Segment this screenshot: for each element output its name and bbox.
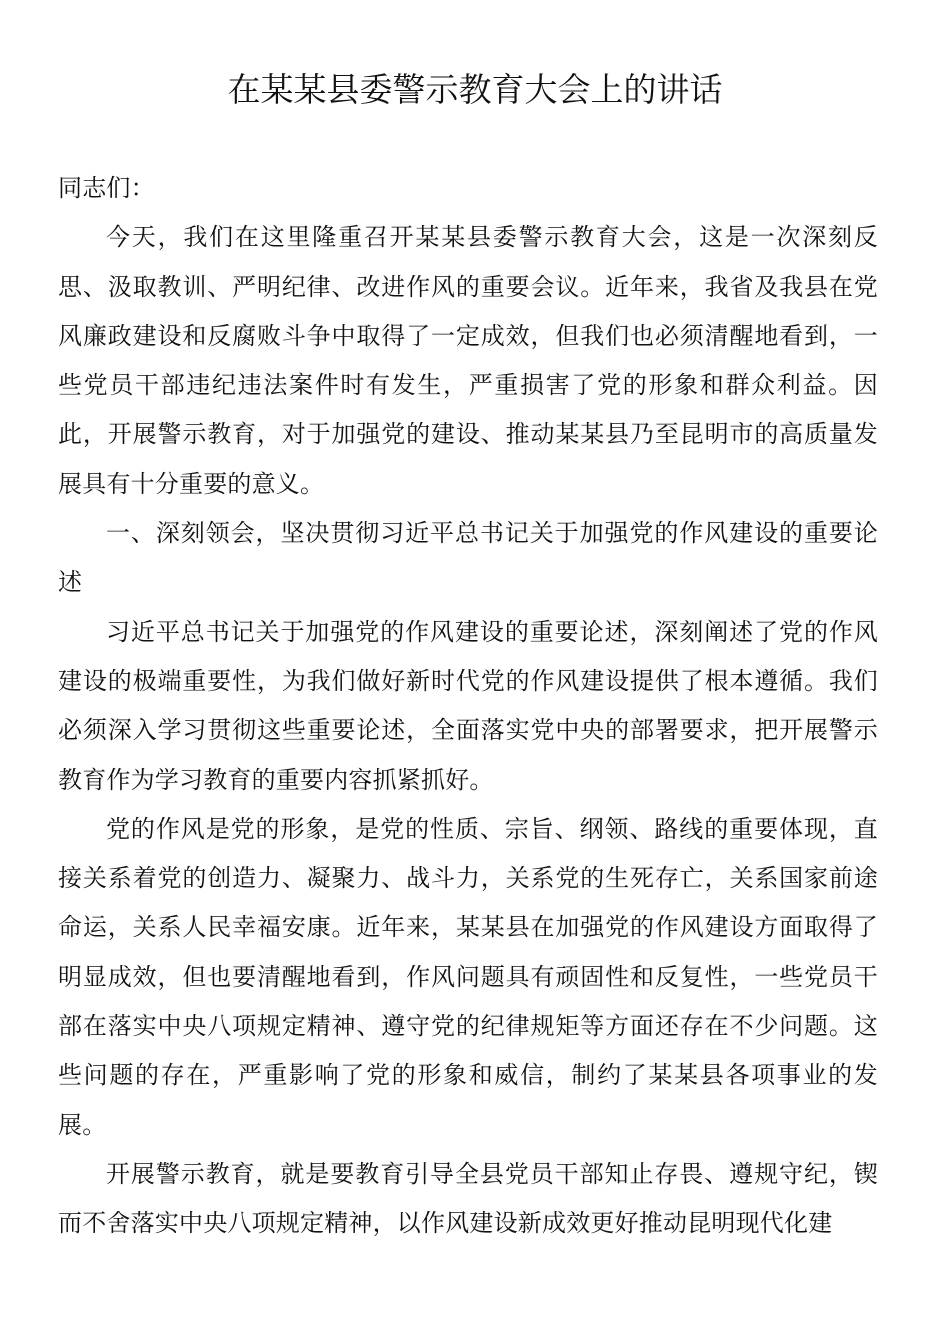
- paragraph-body: 习近平总书记关于加强党的作风建设的重要论述，深刻阐述了党的作风建设的极端重要性，为我们做好新时代党的作风建设提供了根本遵循。我们必须深入学习贯彻这些重要论述，全面落实党中央的部署要求，把开展警示教育作为学习教育的重要内容抓紧抓好。: [58, 617, 878, 794]
- paragraph-opening: 今天，我们在这里隆重召开某某县委警示教育大会，这是一次深刻反思、汲取教训、严明纪律、改进作风的重要会议。近年来，我省及我县在党风廉政建设和反腐败斗争中取得了一定成效，但我们也必须清醒地看到，一些党员干部违纪违法案件时有发生，严重损害了党的形象和群众利益。因此，开展警示教育，对于加强党的建设、推动某某县乃至昆明市的高质量发展具有十分重要的意义。: [58, 223, 878, 498]
- document-title: 在某某县委警示教育大会上的讲话: [227, 70, 723, 109]
- paragraph-body: 开展警示教育，就是要教育引导全县党员干部知止存畏、遵规守纪，锲而不舍落实中央八项规定精神，以作风建设新成效更好推动昆明现代化建: [58, 1159, 878, 1238]
- document-body: [58, 164, 878, 1249]
- section-heading-1: 一、深刻领会，坚决贯彻习近平总书记关于加强党的作风建设的重要论述: [58, 519, 878, 597]
- salutation: 同志们：: [58, 174, 155, 202]
- paragraph-body: 党的作风是党的形象，是党的性质、宗旨、纲领、路线的重要体现，直接关系着党的创造力、凝聚力、战斗力，关系党的生死存亡，关系国家前途命运，关系人民幸福安康。近年来，某某县在加强党的作风建设方面取得了明显成效，但也要清醒地看到，作风问题具有顽固性和反复性，一些党员干部在落实中央八项规定精神、遵守党的纪律规矩等方面还存在不少问题。这些问题的存在，严重影响了党的形象和威信，制约了某某县各项事业的发展。: [58, 814, 878, 1139]
